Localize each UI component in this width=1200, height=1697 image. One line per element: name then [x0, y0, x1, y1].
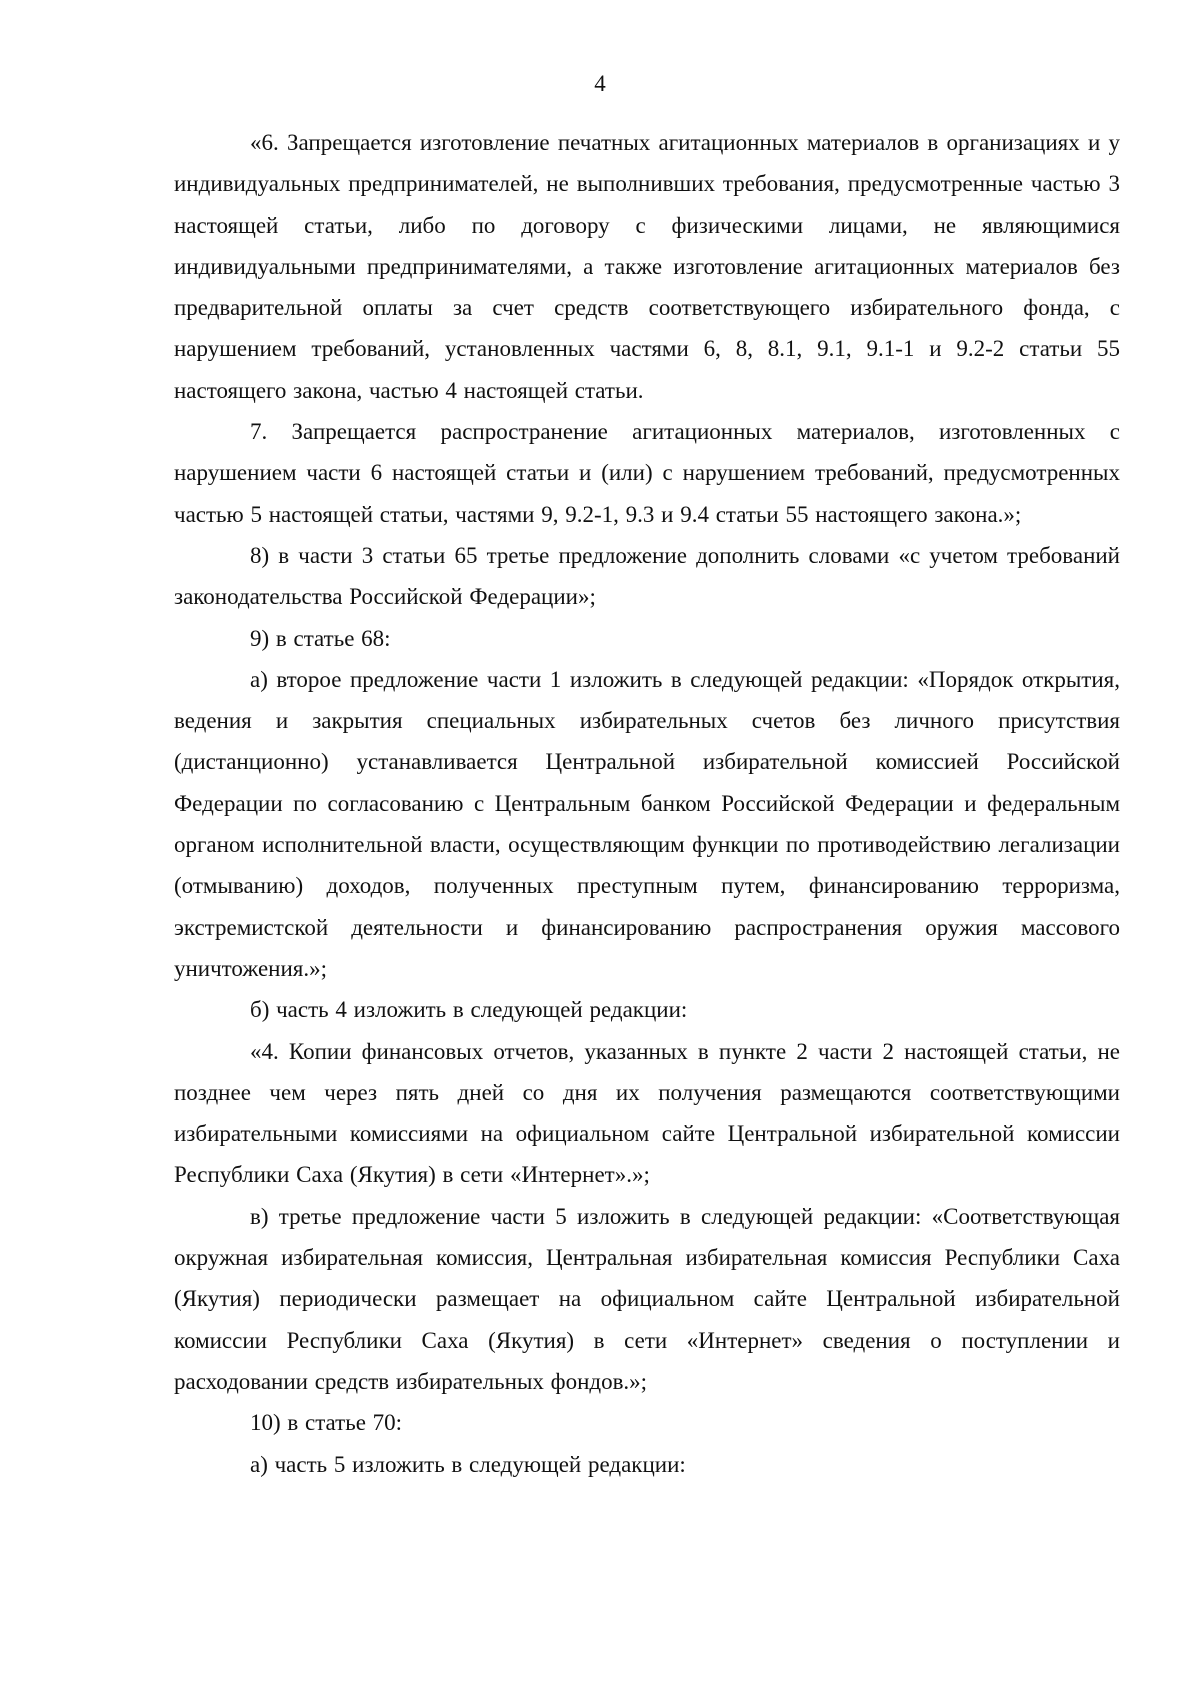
paragraph-item-8: 8) в части 3 статьи 65 третье предложение дополнить словами «с учетом требований законодательства Российской Федерации»; [174, 542, 1120, 610]
paragraph-item-10: 10) в статье 70: [250, 1410, 403, 1436]
paragraph-item-9v: в) третье предложение части 5 изложить в следующей редакции: «Соответствующая окружная избирательная комиссия, Центральная избирательная комиссия Республики Саха (Якутия) периодически размещает на официальном сайте Центральной избирательной комиссии Республики Саха (Якутия) в сети «Интернет» сведения о поступлении и расходовании средств избирательных фондов.»; [174, 1203, 1120, 1394]
page-number: 4 [594, 71, 606, 96]
paragraph-part-7: 7. Запрещается распространение агитационных материалов, изготовленных с нарушением части 6 настоящей статьи и (или) с нарушением требований, предусмотренных частью 5 настоящей статьи, частями 9, 9.2-1, 9.3 и 9.4 статьи 55 настоящего закона.»; [174, 419, 1120, 527]
document-body [174, 122, 1120, 1485]
paragraph-item-9a: а) второе предложение части 1 изложить в следующей редакции: «Порядок открытия, ведения и закрытия специальных избирательных счетов без личного присутствия (дистанционно) устанавливается Центральной избирательной комиссией Российской Федерации по согласованию с Центральным банком Российской Федерации и федеральным органом исполнительной власти, осуществляющим функции по противодействию легализации (отмыванию) доходов, полученных преступным путем, финансированию терроризма, экстремистской деятельности и финансированию распространения оружия массового уничтожения.»; [174, 666, 1120, 981]
paragraph-part-6: «6. Запрещается изготовление печатных агитационных материалов в организациях и у индивидуальных предпринимателей, не выполнивших требования, предусмотренные частью 3 настоящей статьи, либо по договору с физическими лицами, не являющимися индивидуальными предпринимателями, а также изготовление агитационных материалов без предварительной оплаты за счет средств соответствующего избирательного фонда, с нарушением требований, установленных частями 6, 8, 8.1, 9.1, 9.1-1 и 9.2-2 статьи 55 настоящего закона, частью 4 настоящей статьи. [174, 130, 1120, 403]
paragraph-item-10a: а) часть 5 изложить в следующей редакции: [250, 1451, 686, 1477]
paragraph-part-4-text: «4. Копии финансовых отчетов, указанных в пункте 2 части 2 настоящей статьи, не позднее чем через пять дней со дня их получения размещаются соответствующими избирательными комиссиями на официальном сайте Центральной избирательной комиссии Республики Саха (Якутия) в сети «Интернет».»; [174, 1038, 1120, 1188]
paragraph-item-9: 9) в статье 68: [250, 625, 391, 651]
paragraph-item-9b: б) часть 4 изложить в следующей редакции: [250, 997, 688, 1023]
